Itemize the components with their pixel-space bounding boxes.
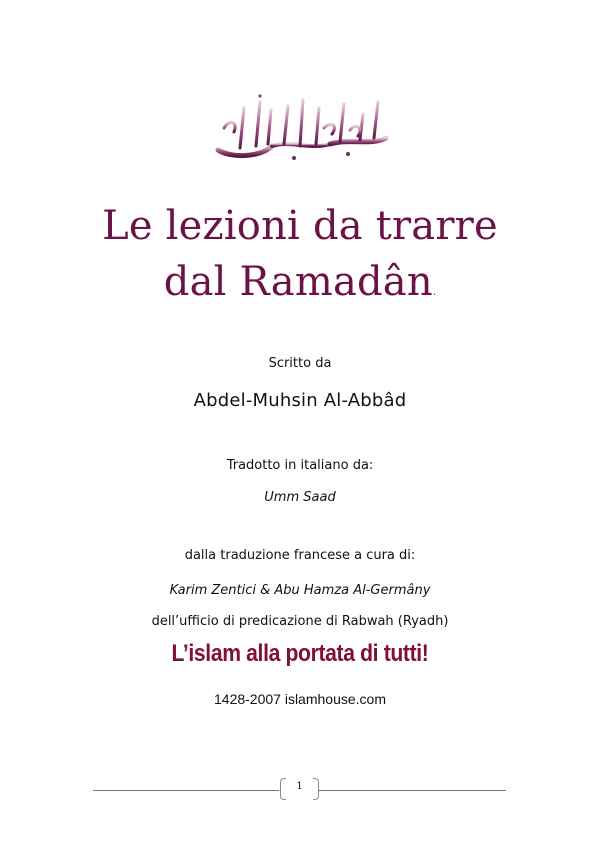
title-trailing-dot: . <box>432 287 437 298</box>
author-name: Abdel-Muhsin Al-Abbâd <box>193 390 407 411</box>
footer-rule-left <box>93 790 279 791</box>
document-title <box>0 198 600 321</box>
written-by-label: Scritto da <box>268 356 332 371</box>
page-number: 1 <box>296 781 303 792</box>
footer-rule-right <box>318 790 506 791</box>
translated-by-label: Tradotto in italiano da: <box>226 458 374 473</box>
translator-name: Umm Saad <box>264 490 336 505</box>
french-translators: Karim Zentici & Abu Hamza Al-Germâny <box>169 583 431 598</box>
slogan-heading: L’islam alla portata di tutti! <box>171 640 429 667</box>
french-translation-label: dalla traduzione francese a cura di: <box>184 548 416 563</box>
title-line-1: Le lezioni da trarre <box>102 203 498 249</box>
copyright-line: 1428-2007 islamhouse.com <box>214 691 386 707</box>
page-number-bracket-right <box>313 778 319 800</box>
title-line-2-text: dal Ramadân <box>163 259 433 305</box>
basmala-calligraphy-icon <box>200 88 400 168</box>
predication-office: dell’ufficio di predicazione di Rabwah (Ryadh) <box>151 614 449 629</box>
title-line-2 <box>0 254 600 321</box>
